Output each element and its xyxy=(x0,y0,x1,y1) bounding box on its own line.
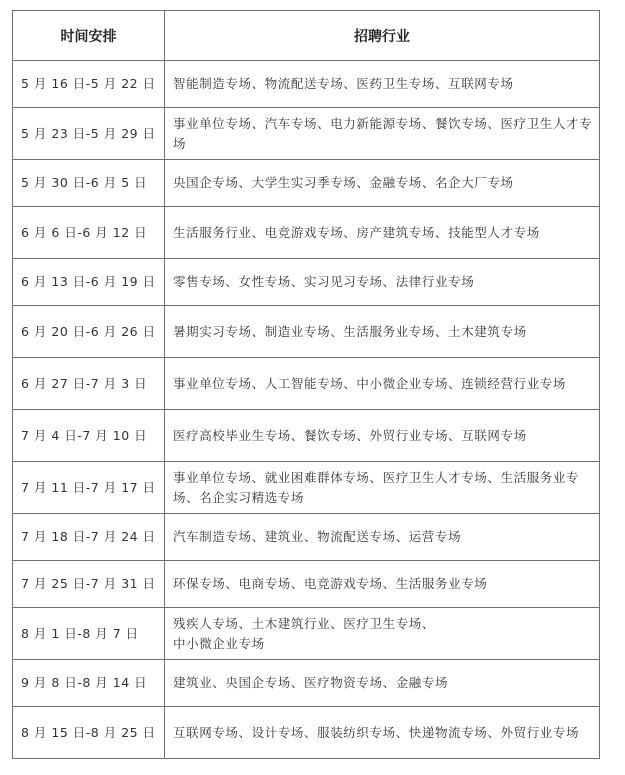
row-time: 5 月 30 日-6 月 5 日 xyxy=(13,160,165,207)
row-industry: 央国企专场、大学生实习季专场、金融专场、名企大厂专场 xyxy=(165,160,600,207)
row-industry: 生活服务行业、电竞游戏专场、房产建筑专场、技能型人才专场 xyxy=(165,207,600,259)
table-row xyxy=(13,660,600,707)
row-industry: 汽车制造专场、建筑业、物流配送专场、运营专场 xyxy=(165,514,600,561)
table-header-row xyxy=(13,11,600,61)
row-time: 7 月 11 日-7 月 17 日 xyxy=(13,462,165,514)
table-row xyxy=(13,410,600,462)
row-industry: 互联网专场、设计专场、服装纺织专场、快递物流专场、外贸行业专场 xyxy=(165,707,600,759)
header-industry: 招聘行业 xyxy=(165,11,600,61)
row-time: 9 月 8 日-8 月 14 日 xyxy=(13,660,165,707)
row-time: 8 月 1 日-8 月 7 日 xyxy=(13,608,165,660)
row-industry: 事业单位专场、就业困难群体专场、医疗卫生人才专场、生活服务业专场、名企实习精选专场 xyxy=(165,462,600,514)
row-time: 7 月 18 日-7 月 24 日 xyxy=(13,514,165,561)
row-time: 6 月 13 日-6 月 19 日 xyxy=(13,259,165,306)
table-row xyxy=(13,608,600,660)
table-row xyxy=(13,707,600,759)
row-time: 6 月 27 日-7 月 3 日 xyxy=(13,358,165,410)
table-row xyxy=(13,207,600,259)
row-industry: 智能制造专场、物流配送专场、医药卫生专场、互联网专场 xyxy=(165,61,600,108)
table-row xyxy=(13,61,600,108)
table-row xyxy=(13,259,600,306)
table-row xyxy=(13,561,600,608)
row-industry: 环保专场、电商专场、电竞游戏专场、生活服务业专场 xyxy=(165,561,600,608)
row-time: 5 月 23 日-5 月 29 日 xyxy=(13,108,165,160)
row-industry: 暑期实习专场、制造业专场、生活服务业专场、土木建筑专场 xyxy=(165,306,600,358)
row-industry: 事业单位专场、汽车专场、电力新能源专场、餐饮专场、医疗卫生人才专场 xyxy=(165,108,600,160)
row-time: 5 月 16 日-5 月 22 日 xyxy=(13,61,165,108)
row-time: 6 月 20 日-6 月 26 日 xyxy=(13,306,165,358)
row-industry: 建筑业、央国企专场、医疗物资专场、金融专场 xyxy=(165,660,600,707)
row-industry: 事业单位专场、人工智能专场、中小微企业专场、连锁经营行业专场 xyxy=(165,358,600,410)
table-row xyxy=(13,108,600,160)
table-row xyxy=(13,462,600,514)
row-time: 8 月 15 日-8 月 25 日 xyxy=(13,707,165,759)
row-industry: 零售专场、女性专场、实习见习专场、法律行业专场 xyxy=(165,259,600,306)
row-time: 6 月 6 日-6 月 12 日 xyxy=(13,207,165,259)
row-time: 7 月 25 日-7 月 31 日 xyxy=(13,561,165,608)
recruitment-schedule-table xyxy=(12,10,600,759)
table-row xyxy=(13,306,600,358)
table-row xyxy=(13,160,600,207)
row-time: 7 月 4 日-7 月 10 日 xyxy=(13,410,165,462)
row-industry: 残疾人专场、土木建筑行业、医疗卫生专场、 中小微企业专场 xyxy=(165,608,600,660)
table-row xyxy=(13,514,600,561)
header-time: 时间安排 xyxy=(13,11,165,61)
row-industry: 医疗高校毕业生专场、餐饮专场、外贸行业专场、互联网专场 xyxy=(165,410,600,462)
table-row xyxy=(13,358,600,410)
